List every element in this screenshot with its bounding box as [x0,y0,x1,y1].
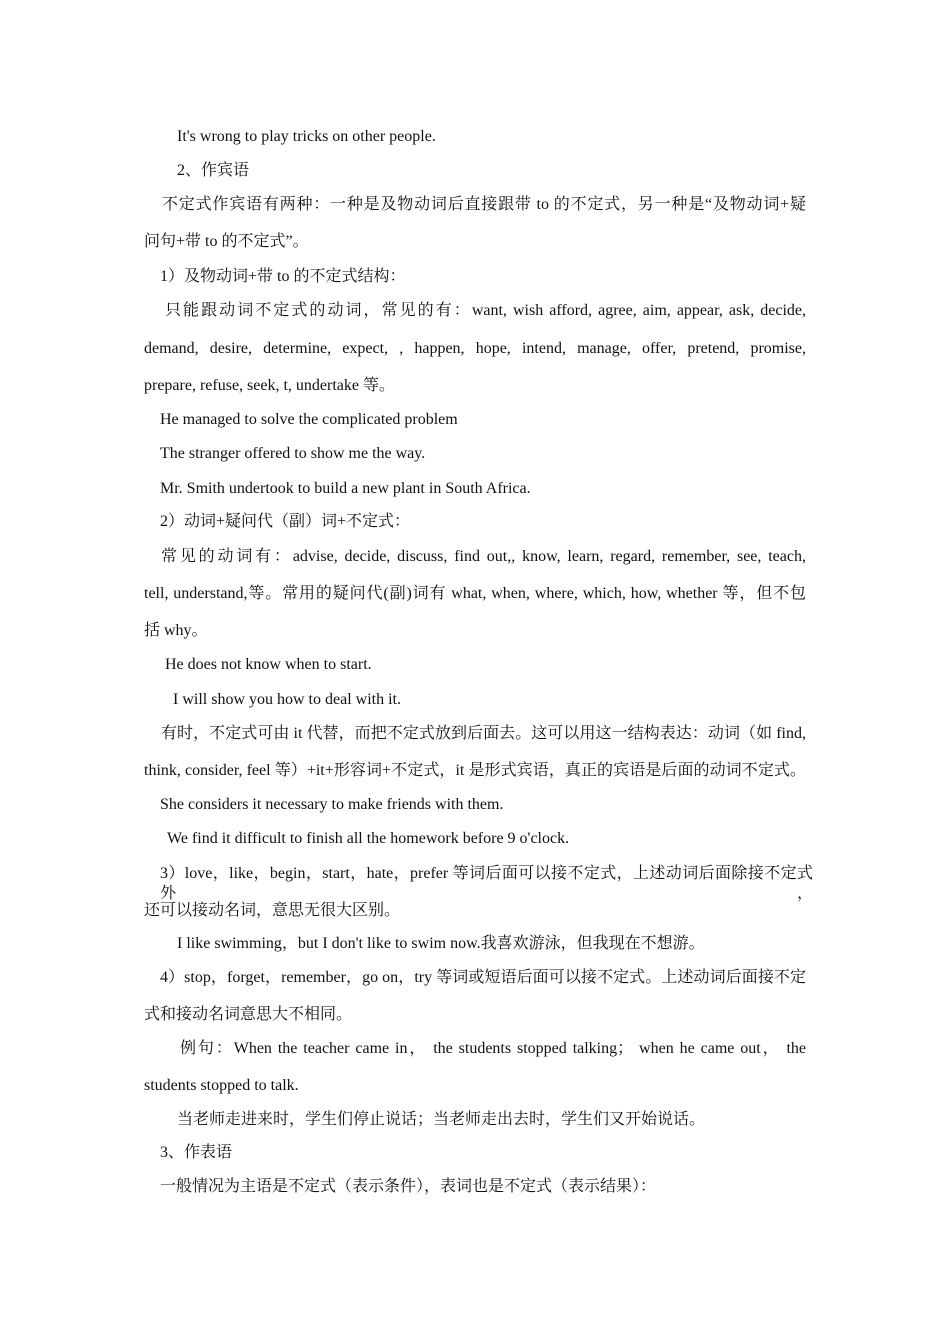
example-sentence: He does not know when to start. [165,656,372,673]
paragraph-line: 只能跟动词不定式的动词，常见的有：want, wish afford, agree, aim, appear, ask, decide, [165,302,806,319]
subsection-heading: 2）动词+疑问代（副）词+不定式： [160,513,411,530]
paragraph-line: 常见的动词有：advise, decide, discuss, find out,, know, learn, regard, remember, see, teach, [161,548,806,565]
example-sentence: The stranger offered to show me the way. [160,445,426,462]
example-sentence: It's wrong to play tricks on other people. [177,128,436,145]
section-heading: 2、作宾语 [177,162,250,179]
paragraph-line: 3）love，like，begin，start，hate，prefer 等词后面可以接不定式，上述动词后面除接不定式外， [160,865,813,902]
paragraph-line: 问句+带 to 的不定式”。 [144,233,309,250]
paragraph-line: 还可以接动名词，意思无很大区别。 [144,902,401,919]
paragraph-line: demand, desire, determine, expect, , happen, hope, intend, manage, offer, pretend, promise, [144,340,806,357]
paragraph-line: prepare, refuse, seek, t, undertake 等。 [144,377,396,394]
paragraph-line: think, consider, feel 等）+it+形容词+不定式，it 是形式宾语，真正的宾语是后面的动词不定式。 [144,762,806,779]
paragraph-line: 例句：When the teacher came in， the students stopped talking； when he came out， the [180,1040,806,1057]
translation-line: 当老师走进来时，学生们停止说话；当老师走出去时，学生们又开始说话。 [177,1111,706,1128]
example-sentence: I like swimming，but I don't like to swim now.我喜欢游泳，但我现在不想游。 [177,935,705,952]
example-sentence: We find it difficult to finish all the homework before 9 o'clock. [167,830,570,847]
paragraph-line: students stopped to talk. [144,1077,299,1094]
paragraph-line: 4）stop，forget，remember，go on，try 等词或短语后面可以接不定式。上述动词后面接不定 [160,969,806,986]
section-heading: 3、作表语 [160,1144,233,1161]
paragraph-line: 括 why。 [144,622,208,639]
paragraph-line: 有时，不定式可由 it 代替，而把不定式放到后面去。这可以用这一结构表达：动词（如 find, [161,725,806,742]
example-sentence: I will show you how to deal with it. [173,691,401,708]
paragraph-line: tell, understand,等。常用的疑问代(副)词有 what, when, where, which, how, whether 等，但不包 [144,585,806,602]
example-sentence: He managed to solve the complicated problem [160,411,458,428]
paragraph-line: 一般情况为主语是不定式（表示条件），表词也是不定式（表示结果）： [160,1178,657,1195]
paragraph-line: 式和接动名词意思大不相同。 [144,1006,353,1023]
paragraph-line: 不定式作宾语有两种：一种是及物动词后直接跟带 to 的不定式，另一种是“及物动词+疑 [162,196,806,213]
example-sentence: She considers it necessary to make friends with them. [160,796,504,813]
example-sentence: Mr. Smith undertook to build a new plant in South Africa. [160,480,531,497]
subsection-heading: 1）及物动词+带 to 的不定式结构： [160,268,406,285]
